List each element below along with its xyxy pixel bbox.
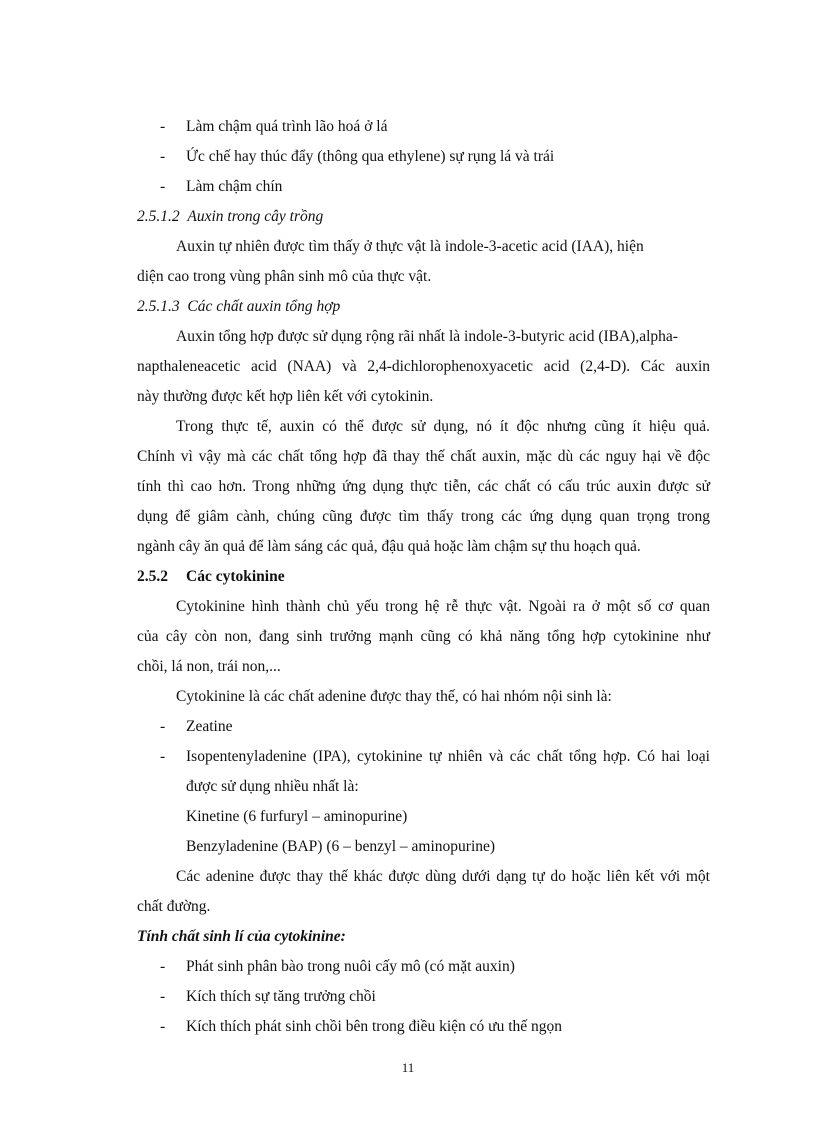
- paragraph-line: Chính vì vậy mà các chất tổng hợp đã thay thế chất auxin, mặc dù các nguy hại về độc: [137, 448, 710, 465]
- paragraph-line: dụng để giâm cành, chúng cũng được tìm thấy trong các ứng dụng quan trọng trong: [137, 508, 710, 525]
- bullet-dash: -: [160, 148, 166, 165]
- section-heading-2513: [137, 297, 340, 317]
- paragraph-line: Cytokinine là các chất adenine được thay thế, có hai nhóm nội sinh là:: [176, 688, 612, 705]
- list-item: Làm chậm quá trình lão hoá ở lá: [186, 118, 388, 135]
- bullet-dash: -: [160, 118, 166, 135]
- paragraph-line: Auxin tổng hợp được sử dụng rộng rãi nhất là indole-3-butyric acid (IBA),alpha-: [176, 328, 678, 345]
- section-title: Auxin trong cây trồng: [187, 208, 324, 225]
- bullet-dash: -: [160, 988, 166, 1005]
- page-number: 11: [401, 1060, 415, 1075]
- paragraph-line: chồi, lá non, trái non,...: [137, 658, 281, 675]
- paragraph-line: này thường được kết hợp liên kết với cytokinin.: [137, 388, 434, 405]
- bullet-dash: -: [160, 178, 166, 195]
- paragraph-line: Auxin tự nhiên được tìm thấy ở thực vật là indole-3-acetic acid (IAA), hiện: [176, 238, 644, 255]
- paragraph-line: diện cao trong vùng phân sinh mô của thực vật.: [137, 268, 432, 285]
- example-line: Kinetine (6 furfuryl – aminopurine): [186, 808, 408, 825]
- paragraph-line: của cây còn non, đang sinh trưởng mạnh cũng có khả năng tổng hợp cytokinine như: [137, 628, 710, 645]
- example-line: Benzyladenine (BAP) (6 – benzyl – aminopurine): [186, 838, 496, 855]
- list-item: Kích thích sự tăng trưởng chồi: [186, 988, 376, 1005]
- list-item: Làm chậm chín: [186, 178, 283, 195]
- list-item: Zeatine: [186, 718, 233, 735]
- paragraph-line: chất đường.: [137, 898, 211, 915]
- list-item-continuation: được sử dụng nhiều nhất là:: [186, 778, 359, 795]
- section-title: Các cytokinine: [186, 568, 285, 585]
- paragraph-line: Các adenine được thay thế khác được dùng dưới dạng tự do hoặc liên kết với một: [176, 868, 710, 885]
- paragraph-line: napthaleneacetic acid (NAA) và 2,4-dichlorophenoxyacetic acid (2,4-D). Các auxin: [137, 358, 710, 375]
- list-item: Phát sinh phân bào trong nuôi cấy mô (có mặt auxin): [186, 958, 515, 975]
- subheading: Tính chất sinh lí của cytokinine:: [137, 928, 346, 945]
- list-item: Kích thích phát sinh chồi bên trong điều kiện có ưu thế ngọn: [186, 1018, 563, 1035]
- paragraph-line: tính thì cao hơn. Trong những ứng dụng thực tiễn, các chất có cấu trúc auxin được sử: [137, 478, 710, 495]
- list-item: Isopentenyladenine (IPA), cytokinine tự nhiên và các chất tổng hợp. Có hai loại: [186, 748, 710, 765]
- section-title: Các chất auxin tổng hợp: [187, 298, 341, 315]
- section-number: 2.5.1.2: [137, 208, 180, 225]
- list-item: Ức chế hay thúc đẩy (thông qua ethylene) sự rụng lá và trái: [186, 148, 555, 165]
- section-number: 2.5.2: [137, 568, 168, 585]
- paragraph-line: Cytokinine hình thành chủ yếu trong hệ rễ thực vật. Ngoài ra ở một số cơ quan: [176, 598, 710, 615]
- section-heading-2512: [137, 207, 323, 227]
- paragraph-line: ngành cây ăn quả để làm sáng các quả, đậu quả hoặc làm chậm sự thu hoạch quả.: [137, 538, 641, 555]
- bullet-dash: -: [160, 748, 166, 765]
- bullet-dash: -: [160, 718, 166, 735]
- paragraph-line: Trong thực tế, auxin có thể được sử dụng, nó ít độc nhưng cũng ít hiệu quả.: [176, 418, 710, 435]
- bullet-dash: -: [160, 958, 166, 975]
- section-number: 2.5.1.3: [137, 298, 180, 315]
- bullet-dash: -: [160, 1018, 166, 1035]
